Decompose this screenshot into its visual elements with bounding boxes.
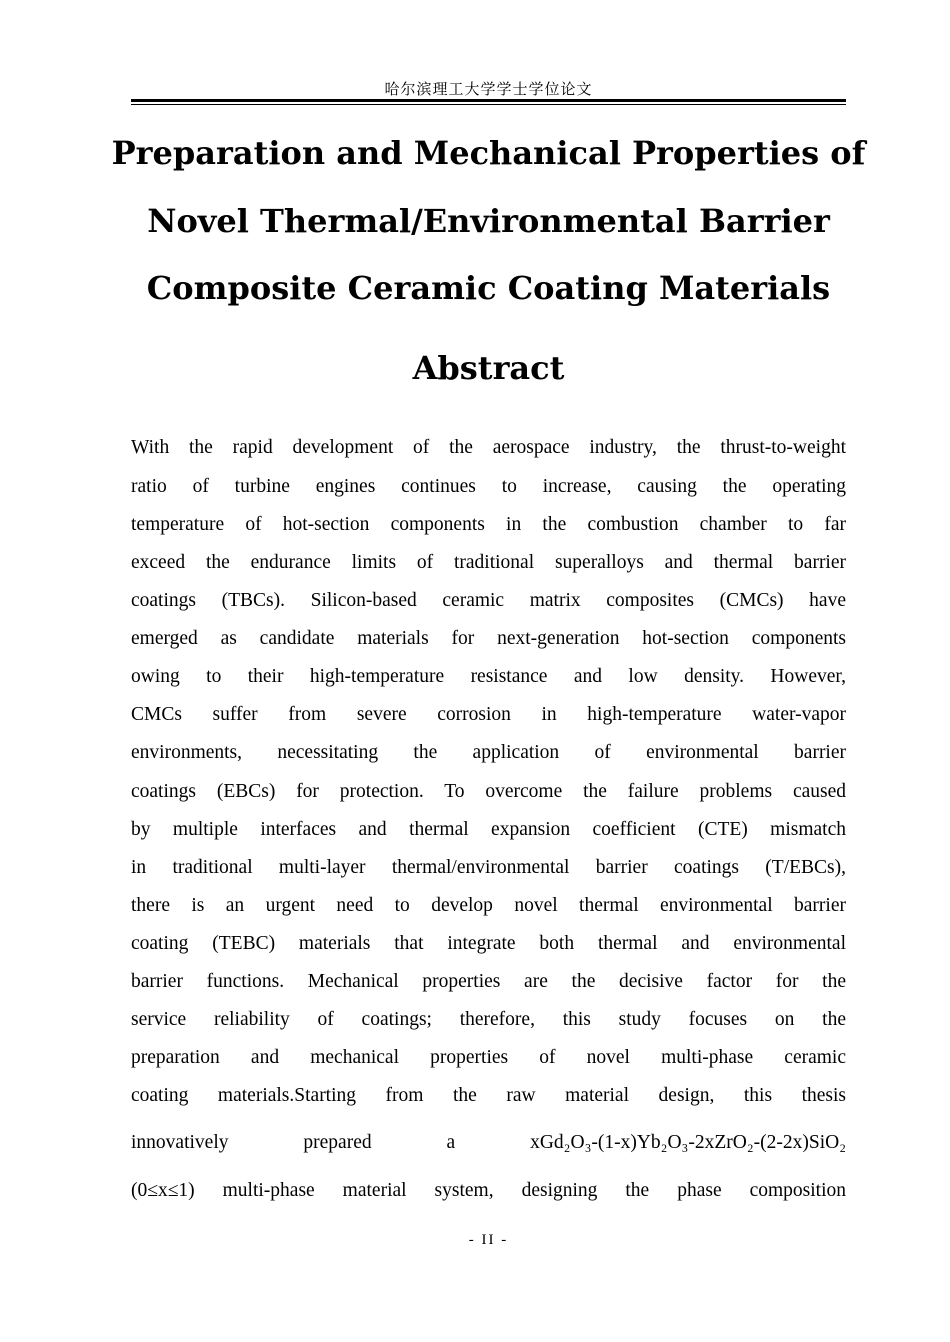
header-rule-thin xyxy=(131,104,846,105)
body-line: preparation and mechanical properties of novel multi-phase ceramic xyxy=(131,1047,846,1068)
body-line: coating materials.Starting from the raw material design, this thesis xyxy=(131,1085,846,1106)
body-line: (0≤x≤1) multi-phase material system, designing the phase composition xyxy=(131,1180,846,1201)
body-line: coating (TEBC) materials that integrate both thermal and environmental xyxy=(131,933,846,954)
abstract-heading: Abstract xyxy=(412,349,565,387)
body-line: barrier functions. Mechanical properties are the decisive factor for the xyxy=(131,971,846,992)
body-line: environments, necessitating the application of environmental barrier xyxy=(131,742,846,763)
title-line: Novel Thermal/Environmental Barrier xyxy=(147,201,830,240)
body-line: coatings (EBCs) for protection. To overcome the failure problems caused xyxy=(131,781,846,802)
page-number: - II - xyxy=(468,1232,509,1248)
thesis-title xyxy=(110,120,867,323)
title-line: Preparation and Mechanical Properties of xyxy=(111,134,866,172)
body-line: CMCs suffer from severe corrosion in high-temperature water-vapor xyxy=(131,704,846,725)
body-line: there is an urgent need to develop novel thermal environmental barrier xyxy=(131,895,846,916)
body-line: coatings (TBCs). Silicon-based ceramic matrix composites (CMCs) have xyxy=(131,590,846,611)
body-line: innovatively prepared a xGd₂O₃-(1-x)Yb₂O₃-2xZrO₂-(2-2x)SiO₂ xyxy=(131,1132,846,1153)
body-line: service reliability of coatings; therefore, this study focuses on the xyxy=(131,1009,846,1030)
body-line: by multiple interfaces and thermal expansion coefficient (CTE) mismatch xyxy=(131,819,846,840)
body-line: exceed the endurance limits of traditional superalloys and thermal barrier xyxy=(131,552,846,573)
body-line: in traditional multi-layer thermal/environmental barrier coatings (T/EBCs), xyxy=(131,857,846,878)
header-rule-thick xyxy=(131,99,846,102)
body-line: ratio of turbine engines continues to increase, causing the operating xyxy=(131,476,846,497)
running-header: 哈尔滨理工大学学士学位论文 xyxy=(384,80,593,98)
body-line: emerged as candidate materials for next-generation hot-section components xyxy=(131,628,846,649)
body-line: owing to their high-temperature resistance and low density. However, xyxy=(131,666,846,687)
body-line: With the rapid development of the aerospace industry, the thrust-to-weight xyxy=(131,437,846,458)
body-line: temperature of hot-section components in the combustion chamber to far xyxy=(131,514,846,535)
title-line: Composite Ceramic Coating Materials xyxy=(146,269,831,307)
